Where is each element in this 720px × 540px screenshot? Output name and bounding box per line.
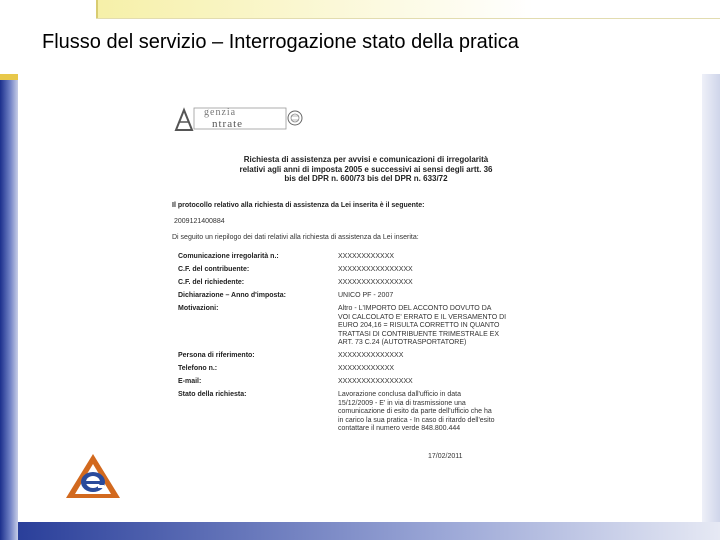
agenzia-entrate-logo-icon — [64, 452, 122, 500]
protocol-code: 2009121400884 — [174, 218, 225, 225]
protocol-label: Il protocollo relativo alla richiesta di assistenza da Lei inserita è il seguente: — [172, 202, 425, 209]
field-label-requester-cf: C.F. del richiedente: — [178, 279, 245, 286]
document-heading: Richiesta di assistenza per avvisi e comunicazioni di irregolarità relativi agli anni di imposta 2005 e successivi ai sensi degli artt. 36 bis del DPR n. 600/73 bis del DPR n. 633/72 — [239, 155, 493, 183]
document-date: 17/02/2011 — [428, 453, 463, 460]
top-decoration-bar — [96, 0, 720, 19]
field-label-declaration: Dichiarazione – Anno d'imposta: — [178, 292, 286, 299]
summary-intro: Di seguito un riepilogo dei dati relativi alla richiesta di assistenza da Lei inserita: — [172, 234, 419, 241]
field-value-irregularity: XXXXXXXXXXXX — [338, 253, 395, 260]
field-label-request-status: Stato della richiesta: — [178, 391, 247, 398]
top-decoration-edge — [96, 0, 98, 18]
bottom-decoration-band — [18, 522, 720, 540]
field-label-phone: Telefono n.: — [178, 365, 218, 372]
field-value-email: XXXXXXXXXXXXXXXX — [338, 378, 413, 385]
field-value-phone: XXXXXXXXXXXX — [338, 365, 395, 372]
field-label-irregularity: Comunicazione irregolarità n.: — [178, 253, 279, 260]
field-value-contact-person: XXXXXXXXXXXXXX — [338, 352, 404, 359]
left-decoration-band — [0, 74, 18, 540]
field-value-declaration: UNICO PF - 2007 — [338, 292, 394, 299]
slide-title: Flusso del servizio – Interrogazione stato della pratica — [42, 31, 519, 53]
field-label-motivations: Motivazioni: — [178, 305, 219, 312]
field-label-email: E-mail: — [178, 378, 202, 385]
field-value-motivations: Altro - L'IMPORTO DEL ACCONTO DOVUTO DA VOI CALCOLATO E' ERRATO E IL VERSAMENTO DI EURO 204,16 = RISULTA CORRETTO IN QUANTO TRATTASI DI CONTRIBUENTE TRIMESTRALE EX ART. 73 C.24 (AUTOTRASPORTATORE) — [338, 305, 507, 346]
field-value-requester-cf: XXXXXXXXXXXXXXXX — [338, 279, 413, 286]
request-summary-document — [150, 92, 550, 482]
field-value-request-status: Lavorazione conclusa dall'ufficio in data 15/12/2009 - E' in via di trasmissione una comunicazione di esito da parte dell'ufficio che ha in carico la sua pratica - In caso di ritardo dell'esito contattare il numero verde 848.800.444 — [338, 391, 495, 432]
right-decoration-band — [702, 74, 720, 540]
field-label-contact-person: Persona di riferimento: — [178, 352, 255, 359]
field-label-taxpayer-cf: C.F. del contribuente: — [178, 266, 250, 273]
agenzia-entrate-header-logo — [174, 106, 304, 130]
field-value-taxpayer-cf: XXXXXXXXXXXXXXXX — [338, 266, 413, 273]
logo-text-top: genzia — [204, 107, 237, 118]
logo-text-bottom: ntrate — [212, 118, 244, 130]
left-decoration-accent — [0, 74, 18, 80]
